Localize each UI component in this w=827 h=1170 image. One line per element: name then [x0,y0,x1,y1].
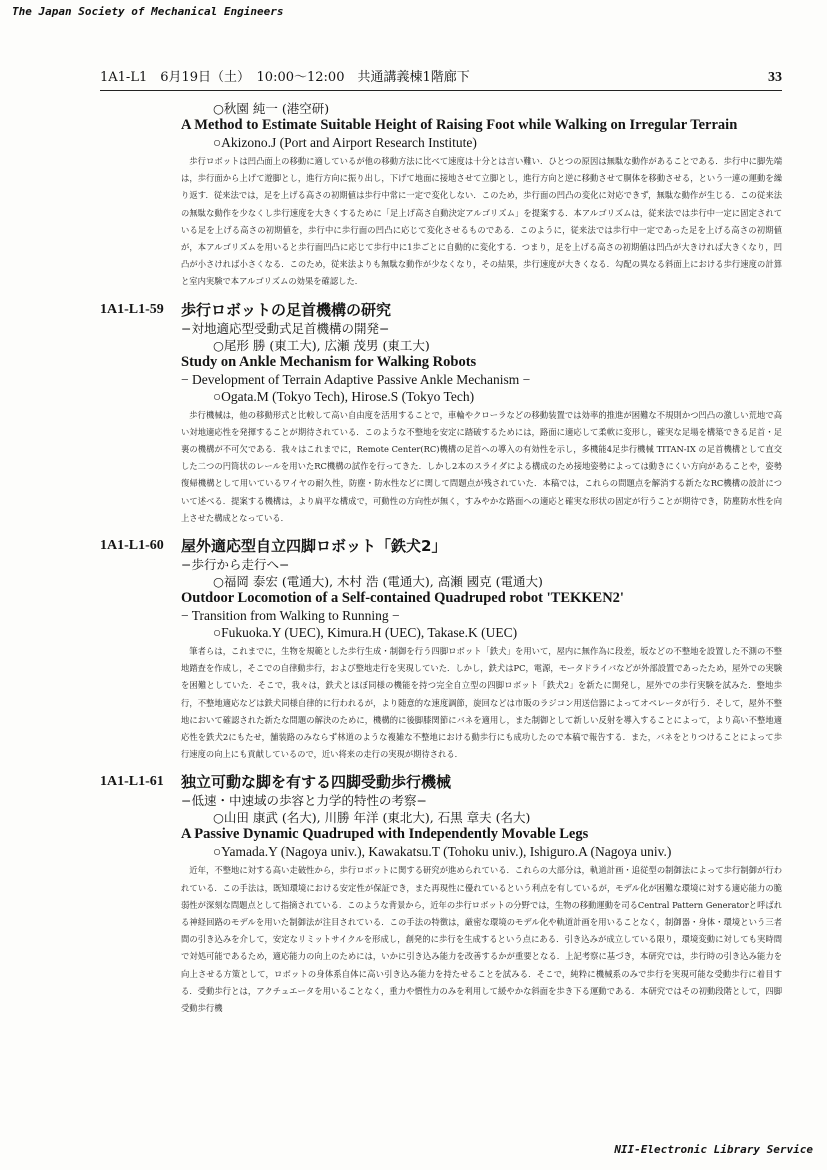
paper-list [100,100,782,1026]
abstract: 歩行機械は，他の移動形式と比較して高い自由度を活用することで，車輪やクローラなどの移動装置では効率的推進が困難な不規則かつ凹凸の激しい荒地で高い対地適応性を発揮することが期待されている．このような不整地を安定に踏破するためには，路面に適応して柔軟に変形し，確実な足場を構築できる足首・足裏の機構が不可欠である．我々はこれまでに，Remote Center(RC)機構の足首への導入の有効性を示し，多機能4足歩行機械 TITAN-IX の足首機構として直交した二つの円筒状のレールを用いたRC機構の試作を行ってきた．しかし2本のスライダによる構成のため接地姿勢によっては動きにくい方向があることや，姿勢復帰機構として用いているワイヤの耐久性，防塵・防水性などに関して問題点が残されていた．本稿では，これらの問題点を解消する新たなRC機構の設計について述べる．提案する機構は，より扁平な構成で，可動性の方向性が無く，すみやかな路面への適応と確実な形状の固定が行うことが期待でき，防塵防水性を向上させた構成となっている． [181,409,782,523]
jp-authors: ○山田 康武 (名大), 川勝 年洋 (東北大), 石黒 章夫 (名大) [213,810,531,826]
jp-title: 独立可動な脚を有する四脚受動歩行機械 [181,773,452,792]
abstract: 筆者らは，これまでに，生物を規範とした歩行生成・制御を行う四脚ロボット「鉄犬」を用いて，屋内に無作為に段差，坂などの不整地を設置した不測の不整地踏査を作成し，そこでの自律動歩行，および整地走行を実現していた．しかし，鉄犬はPC，電源，モータドライバなどが外部設置であったため，屋外での実験を困難としていた．そこで，我々は，鉄犬とほぼ同様の機能を持つ完全自立型の四脚ロボット「鉄犬2」を新たに開発し，屋外での歩行実験を試みた．整地歩行，不整地適応などは鉄犬同様自律的に行われるが，より随意的な速度調節，旋回などは市販のラジコン用送信器によってオペレータが行う．そして，屋外不整地において確認された新たな問題の解決のために，機構的に後脚膝関節にバネを適用し，また制御として新しい反射を導入することによって，より高い不整地適応性を鉄犬2にもたせ，舗装路のみならず林道のような複雑な不整地における動歩行にも成功したので本稿で報告する．また，バネをとりつけることによって歩行速度の向上にも貢献しているので，近い将来の走行の実現が期待される． [181,646,782,760]
en-authors: ○Ogata.M (Tokyo Tech), Hirose.S (Tokyo Tech) [213,388,475,404]
paper-entry [100,536,782,763]
library-service-footer: NII-Electronic Library Service [614,1143,813,1156]
en-authors: ○Fukuoka.Y (UEC), Kimura.H (UEC), Takase.K (UEC) [213,625,518,641]
paper-entry [100,100,782,291]
paper-entry [100,772,782,1017]
jp-title: 屋外適応型自立四脚ロボット「鉄犬2」 [181,537,447,556]
running-header [100,66,782,91]
en-title: A Method to Estimate Suitable Height of Raising Foot while Walking on Irregular Terrain [181,117,738,133]
en-authors: ○Akizono.J (Port and Airport Research Institute) [213,135,477,150]
en-subtitle: − Development of Terrain Adaptive Passive Ankle Mechanism − [181,371,531,387]
page-number: 33 [768,70,782,85]
jp-authors: ○尾形 勝 (東工大), 広瀬 茂男 (東工大) [213,337,430,353]
session-line: 1A1-L1 6月19日（土） 10:00〜12:00 共通講義棟1階廊下 [100,70,470,85]
society-name: The Japan Society of Mechanical Engineers [12,5,284,18]
jp-subtitle: −歩行から走行へ− [181,557,290,573]
paper-id: 1A1-L1-60 [100,538,164,554]
paper-entry [100,300,782,527]
en-title: Outdoor Locomotion of a Self-contained Quadruped robot 'TEKKEN2' [181,590,624,607]
paper-id: 1A1-L1-61 [100,774,164,790]
jp-authors: ○秋園 純一 (港空研) [213,101,330,116]
en-authors: ○Yamada.Y (Nagoya univ.), Kawakatsu.T (Tohoku univ.), Ishiguro.A (Nagoya univ.) [213,844,672,860]
abstract: 歩行ロボットは凹凸面上の移動に適しているが他の移動方法に比べて速度は十分とは言い難い．ひとつの原因は無駄な動作があることである．歩行中に脚先端は，歩行面から上げて遊脚とし，進行方向に振り出し，下げて地面に接地させて立脚とし，進行方向と逆に移動させて胴体を移動させる，という一連の運動を繰り返す．従来法では，足を上げる高さの初期値は歩行中常に一定で変化しない．このため，歩行面の凹凸の変化に対応できず，無駄な動作が生じる．この従来法の無駄な動作を少なくし歩行速度を大きくするために「足上げ高さ自動決定アルゴリズム」を提案する．本アルゴリズムは，従来法では歩行中一定に固定されている足を上げる高さの初期値を，歩行中に歩行面の凹凸に応じて変化させるものである．このように，従来法では歩行中一定であった足を上げる高さの初期値が，本アルゴリズムを用いると歩行面凹凸に応じて歩行中に1歩ごとに自動的に変化する．つまり，足を上げる高さの初期値は凹凸が大きければ大きくなり，凹凸が小さければ小さくなる．このため，従来法よりも無駄な動作が少なくなり，その結果，歩行速度が大きくなる．勾配の異なる斜面上における歩行速度の計算と室内実験で本アルゴリズムの効果を確認した． [181,156,782,287]
jp-title: 歩行ロボットの足首機構の研究 [181,300,392,319]
en-title: Study on Ankle Mechanism for Walking Robots [181,353,477,370]
en-subtitle: − Transition from Walking to Running − [181,608,400,624]
jp-subtitle: −対地適応型受動式足首機構の開発− [181,320,390,336]
jp-subtitle: −低速・中速域の歩容と力学的特性の考察− [181,793,427,809]
abstract: 近年，不整地に対する高い走破性から，歩行ロボットに関する研究が進められている．これらの大部分は，軌道計画・追従型の制御法によって歩行制御が行われている．この手法は，既知環境における安定性が保証でき，また再現性に優れているという利点を有しているが，モデル化が困難な環境に対する適応能力の脆弱性が深刻な問題点として指摘されている．このような背景から，近年の歩行ロボットの分野では，生物の移動運動を司るCentral Pattern Generatorと呼ばれる神経回路のモデルを用いた制御法が注目されている．この手法の特徴は，厳密な環境のモデル化や軌道計画を用いることなく，制御器・身体・環境という三者間の引き込みを介して，安定なリミットサイクルを形成し，創発的に歩行を生成するという点にある．引き込みが成立している限り，環境変動に対しても実時間で対処可能であるため，適応能力の向上のためには，いかに引き込み能力を改善するかが重要となる．上記考察に基づき，本研究では，歩行時の引き込み能力を向上させる方策として，ロボットの身体系自体に高い引き込み能力を持たせることを試みる．そこで，純粋に機械系のみで歩行を実現可能な受動歩行に着目する．受動歩行とは，アクチュエータを用いることなく，重力や慣性力のみを利用して緩やかな斜面を歩き下る運動である．本研究ではその初動段階として，四脚受動歩行機 [181,865,782,1014]
en-title: A Passive Dynamic Quadruped with Independently Movable Legs [181,826,589,843]
jp-authors: ○福岡 泰宏 (電通大), 木村 浩 (電通大), 高瀬 國克 (電通大) [213,574,543,590]
paper-id: 1A1-L1-59 [100,301,164,317]
